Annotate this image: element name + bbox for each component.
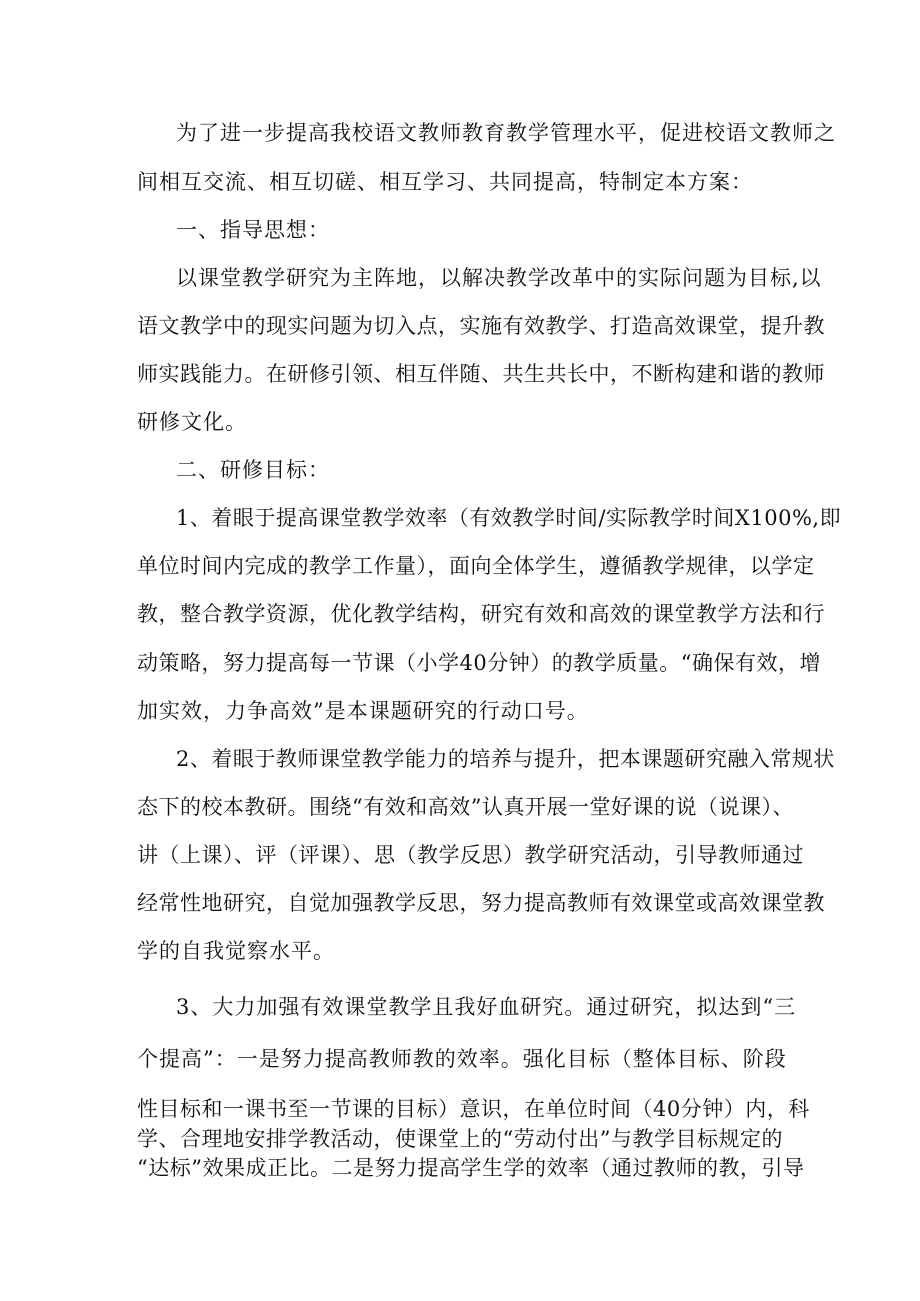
goal-2-line-2: 态下的校本教研。围绕“有效和高效”认真开展一堂好课的说（说课）、 bbox=[137, 795, 794, 819]
guiding-thought-line-1: 以课堂教学研究为主阵地，以解决教学改革中的实际问题为目标,以 bbox=[176, 266, 822, 290]
guiding-thought-line-2: 语文教学中的现实问题为切入点，实施有效教学、打造高效课堂，提升教 bbox=[137, 314, 825, 338]
goal-1-line-2: 单位时间内完成的教学工作量），面向全体学生，遵循教学规律，以学定 bbox=[137, 554, 815, 578]
goal-3-line-2: 个提高”：一是努力提高教师教的效率。强化目标（整体目标、阶段 bbox=[137, 1047, 787, 1071]
intro-line-1: 为了进一步提高我校语文教师教育教学管理水平，促进校语文教师之 bbox=[176, 121, 836, 145]
goal-2-line-3: 讲（上课）、评（评课）、思（教学反思）教学研究活动，引导教师通过 bbox=[137, 843, 804, 867]
section-heading-goals: 二、研修目标： bbox=[176, 458, 330, 482]
goal-3-line-4: 学、合理地安排学教活动，使课堂上的“劳动付出”与教学目标规定的 bbox=[137, 1127, 783, 1151]
guiding-thought-line-3: 师实践能力。在研修引领、相互伴随、共生共长中，不断构建和谐的教师 bbox=[137, 362, 825, 386]
goal-2-line-4: 经常性地研究，自觉加强教学反思，努力提高教师有效课堂或高效课堂教 bbox=[137, 891, 825, 915]
goal-1-line-3: 教，整合教学资源，优化教学结构，研究有效和高效的课堂教学方法和行 bbox=[137, 602, 825, 626]
goal-1-line-4: 动策略，努力提高每一节课（小学40分钟）的教学质量。“确保有效，增 bbox=[137, 651, 821, 675]
goal-2-line-1: 2、着眼于教师课堂教学能力的培养与提升，把本课题研究融入常规状 bbox=[176, 747, 835, 771]
intro-line-2: 间相互交流、相互切磋、相互学习、共同提高，特制定本方案： bbox=[137, 170, 753, 194]
goal-1-line-1: 1、着眼于提高课堂教学效率（有效教学时间/实际教学时间X100%,即 bbox=[176, 506, 842, 530]
goal-3-line-5: “达标”效果成正比。二是努力提高学生学的效率（通过教师的教，引导 bbox=[137, 1156, 805, 1180]
section-heading-guiding-thought: 一、指导思想： bbox=[176, 218, 330, 242]
guiding-thought-line-4: 研修文化。 bbox=[137, 410, 247, 434]
goal-3-line-1: 3、大力加强有效课堂教学且我好血研究。通过研究，拟达到“三 bbox=[176, 995, 797, 1019]
goal-2-line-5: 学的自我觉察水平。 bbox=[137, 939, 335, 963]
goal-3-line-3: 性目标和一课书至一节课的目标）意识，在单位时间（40分钟）内，科 bbox=[137, 1097, 810, 1121]
goal-1-line-5: 加实效，力争高效”是本课题研究的行动口号。 bbox=[137, 699, 589, 723]
